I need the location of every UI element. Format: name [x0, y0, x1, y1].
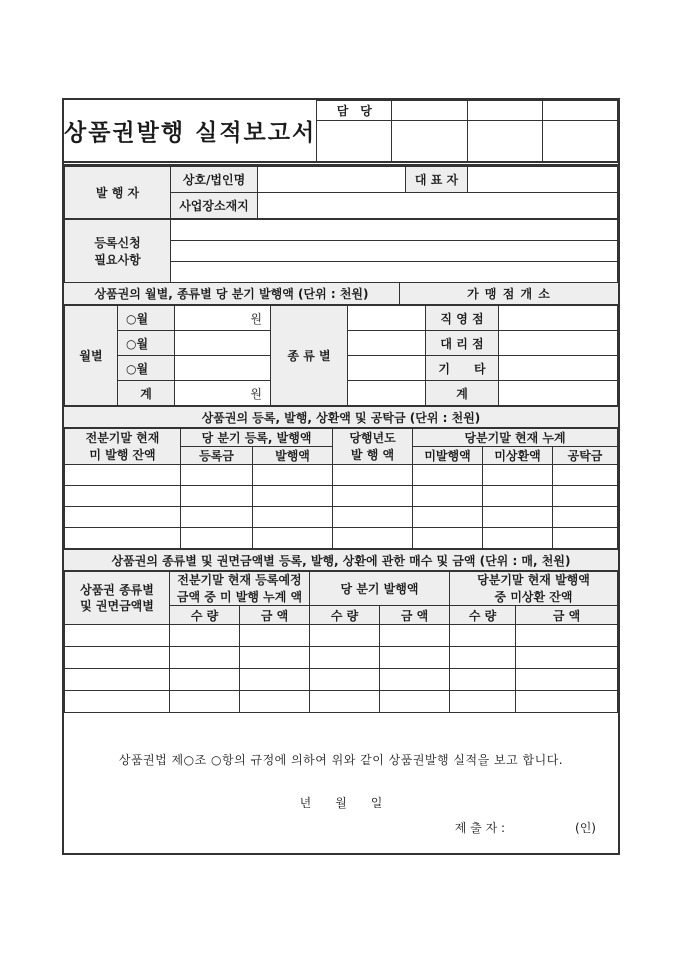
- type-amount-cell: [348, 331, 426, 356]
- table2-cell: [65, 691, 170, 713]
- submitter-line: [64, 819, 618, 836]
- table1-cell: [553, 507, 618, 528]
- table1-cell: [553, 528, 618, 549]
- store-label: 대 리 점: [426, 331, 499, 356]
- table2-cell: [380, 669, 450, 691]
- table2-cell: [65, 669, 170, 691]
- table2-group3-line1: 당분기말 현재 발행액: [477, 573, 590, 588]
- month-label: ○월: [118, 331, 175, 356]
- store-count-cell: [499, 306, 618, 331]
- table1-cell: [253, 486, 333, 507]
- seal-placeholder: (인): [575, 821, 596, 835]
- table2-cell: [380, 647, 450, 669]
- table2-cell: [450, 647, 516, 669]
- store-label: 직 영 점: [426, 306, 499, 331]
- table2-cell: [170, 625, 240, 647]
- store-count-cell: [499, 331, 618, 356]
- table1-cell: [65, 507, 181, 528]
- table2-cell: [450, 691, 516, 713]
- table1-group2-header: 당분기말 현재 누계: [413, 429, 618, 447]
- table2-cell: [65, 647, 170, 669]
- month-amount-cell: [175, 331, 271, 356]
- table1-sub-unissued: 미발행액: [413, 447, 483, 465]
- registration-label-line1: 등록신청: [94, 236, 141, 250]
- table2-cell: [240, 647, 310, 669]
- table1-col4-line1: 당행년도: [349, 431, 396, 446]
- report-form: [62, 98, 620, 855]
- month-amount-cell: [175, 356, 271, 381]
- table2-cell: [310, 691, 380, 713]
- approval-sign-cell: [542, 121, 617, 162]
- registration-row: [171, 220, 618, 241]
- table2-cell: [170, 691, 240, 713]
- approval-cell: [542, 101, 617, 121]
- table1-group1-header: 당 분기 등록, 발행액: [181, 429, 333, 447]
- approval-sign-cell: [317, 121, 392, 162]
- table2-amt-header: 금 액: [516, 606, 618, 625]
- month-total-label: 계: [118, 381, 175, 406]
- table2-group1-line1: 전분기말 현재 등록예정: [177, 573, 302, 588]
- table2-amt-header: 금 액: [240, 606, 310, 625]
- approval-role-label: 담 당: [317, 101, 392, 121]
- table1-cell: [553, 486, 618, 507]
- table1-sub-register: 등록금: [181, 447, 253, 465]
- table2-cell: [380, 691, 450, 713]
- table1-col1-line1: 전분기말 현재: [85, 431, 160, 446]
- issuer-table: [64, 166, 618, 219]
- table2-cell: [450, 625, 516, 647]
- footer-section: [64, 713, 618, 853]
- table1-cell: [413, 465, 483, 486]
- table1-section-title: 상품권의 등록, 발행, 상환액 및 공탁금 (단위 : 천원): [64, 406, 618, 428]
- table2-col1-line1: 상품권 종류별: [80, 582, 154, 597]
- table2-cell: [310, 647, 380, 669]
- month-label: ○월: [118, 306, 175, 331]
- table1-cell: [483, 528, 553, 549]
- title-area: [64, 100, 316, 161]
- monthly-table: [64, 305, 618, 406]
- company-name-cell: [258, 167, 406, 193]
- table1-cell: [65, 486, 181, 507]
- table2-cell: [240, 669, 310, 691]
- table2: [64, 571, 618, 713]
- declaration-statement: 상품권법 제○조 ○항의 규정에 의하여 위와 같이 상품권발행 실적을 보고 합니다.: [118, 753, 564, 767]
- form-title: 상품권발행 실적보고서: [64, 120, 317, 146]
- store-count-cell: [499, 356, 618, 381]
- table2-amt-header: 금 액: [380, 606, 450, 625]
- table2-cell: [516, 669, 618, 691]
- table1: [64, 428, 618, 549]
- table1-cell: [253, 528, 333, 549]
- table1-cell: [253, 465, 333, 486]
- table2-cell: [380, 625, 450, 647]
- approval-sign-cell: [467, 121, 542, 162]
- table2-cell: [170, 669, 240, 691]
- table1-cell: [181, 486, 253, 507]
- store-total-label: 계: [426, 381, 499, 406]
- table2-cell: [240, 691, 310, 713]
- table1-cell: [181, 507, 253, 528]
- table1-cell: [65, 528, 181, 549]
- approval-cell: [467, 101, 542, 121]
- table1-sub-unredeemed: 미상환액: [483, 447, 553, 465]
- registration-row: [171, 241, 618, 262]
- table2-cell: [310, 669, 380, 691]
- month-total-cell: 원: [175, 381, 271, 406]
- table2-group1-line2: 금액 중 미 발행 누계 액: [176, 589, 303, 604]
- table2-cell: [516, 691, 618, 713]
- table1-col4-header: [333, 429, 413, 465]
- month-amount-cell: 원: [175, 306, 271, 331]
- type-amount-cell: [348, 356, 426, 381]
- table1-cell: [413, 507, 483, 528]
- company-name-label: 상호/법인명: [171, 167, 258, 193]
- table2-cell: [450, 669, 516, 691]
- issuer-label: 발 행 자: [65, 167, 171, 219]
- table2-cell: [516, 625, 618, 647]
- table2-cell: [310, 625, 380, 647]
- table1-cell: [253, 507, 333, 528]
- table2-group3-header: [450, 572, 618, 606]
- address-label: 사업장소재지: [171, 193, 258, 219]
- table2-col1-header: [65, 572, 170, 625]
- table2-group3-line2: 중 미상환 잔액: [494, 589, 573, 604]
- table1-col4-line2: 발 행 액: [350, 447, 395, 462]
- type-amount-cell: [348, 306, 426, 331]
- table1-cell: [483, 486, 553, 507]
- table2-qty-header: 수 량: [310, 606, 380, 625]
- table1-cell: [333, 486, 413, 507]
- monthly-header-left: 상품권의 월별, 종류별 당 분기 발행액 (단위 : 천원): [64, 283, 400, 304]
- table1-cell: [483, 465, 553, 486]
- type-amount-cell: [348, 381, 426, 406]
- address-cell: [258, 193, 618, 219]
- registration-row: [171, 262, 618, 283]
- table2-qty-header: 수 량: [450, 606, 516, 625]
- table1-cell: [413, 528, 483, 549]
- franchise-header: 가 맹 점 개 소: [400, 283, 618, 304]
- store-label: 기 타: [426, 356, 499, 381]
- table2-group2-header: 당 분기 발행액: [310, 572, 450, 606]
- table1-cell: [333, 528, 413, 549]
- registration-table: [64, 219, 618, 283]
- monthly-section-header: [64, 283, 618, 305]
- table2-cell: [65, 625, 170, 647]
- table1-cell: [65, 465, 181, 486]
- representative-label: 대 표 자: [406, 167, 468, 193]
- date-line: 년 월 일: [299, 796, 383, 810]
- table2-cell: [240, 625, 310, 647]
- store-count-cell: [499, 381, 618, 406]
- table1-cell: [553, 465, 618, 486]
- approval-cell: [392, 101, 467, 121]
- table1-cell: [333, 507, 413, 528]
- table2-col1-line2: 및 권면금액별: [80, 599, 154, 613]
- month-label: ○월: [118, 356, 175, 381]
- registration-label-line2: 필요사항: [94, 253, 141, 267]
- title-band: [64, 100, 618, 166]
- table1-cell: [181, 465, 253, 486]
- submitter-label: 제 출 자 :: [454, 821, 506, 835]
- approval-sign-cell: [392, 121, 467, 162]
- table1-sub-issue: 발행액: [253, 447, 333, 465]
- table2-cell: [516, 647, 618, 669]
- table1-sub-deposit: 공탁금: [553, 447, 618, 465]
- type-label: 종 류 별: [271, 306, 348, 406]
- table2-qty-header: 수 량: [170, 606, 240, 625]
- table1-cell: [181, 528, 253, 549]
- table2-cell: [170, 647, 240, 669]
- table2-group1-header: [170, 572, 310, 606]
- table2-section-title: 상품권의 종류별 및 권면금액별 등록, 발행, 상환에 관한 매수 및 금액 (단위 : 매, 천원): [64, 549, 618, 571]
- table1-cell: [413, 486, 483, 507]
- table1-col1-header: [65, 429, 181, 465]
- approval-box: [316, 100, 618, 162]
- table1-cell: [333, 465, 413, 486]
- registration-label: [65, 220, 171, 283]
- table1-col1-line2: 미 발행 잔액: [89, 447, 156, 462]
- table1-cell: [483, 507, 553, 528]
- representative-cell: [468, 167, 618, 193]
- monthly-row-label: 월별: [65, 306, 118, 406]
